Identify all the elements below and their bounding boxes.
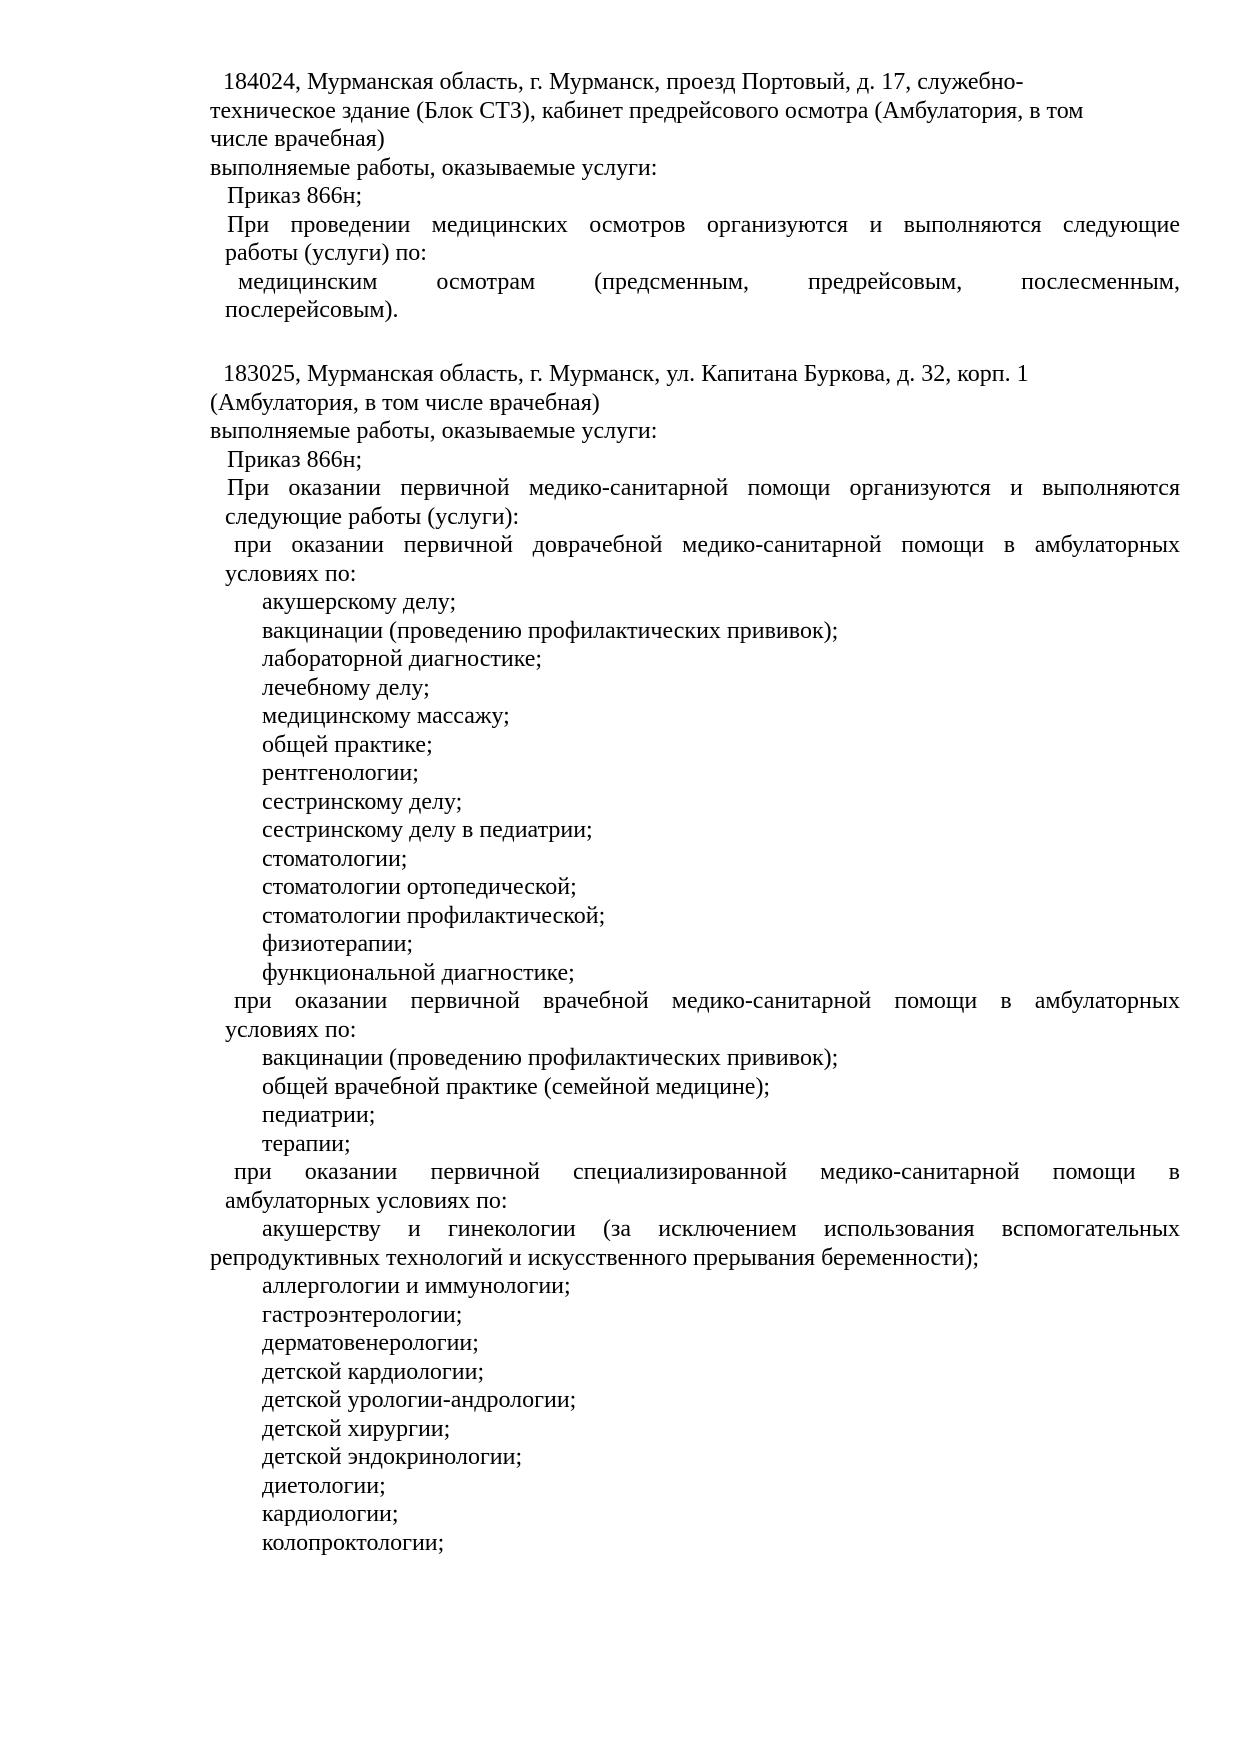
text-line: общей практике; [262, 731, 433, 758]
facility-184024 [210, 68, 1180, 325]
text-line: кардиологии; [262, 1501, 399, 1527]
text-line: детской урологии-андрологии; [262, 1387, 577, 1413]
text-line: детской эндокринологии; [262, 1444, 523, 1470]
text-line: акушерству и гинекологии (за исключением использования вспомогательных [262, 1216, 1180, 1242]
text-line: дерматовенерологии; [262, 1330, 479, 1356]
text-line: терапии; [262, 1130, 351, 1157]
text-line: стоматологии профилактической; [262, 902, 606, 929]
text-line: условиях по: [225, 560, 357, 587]
text-line: лабораторной диагностике; [262, 646, 543, 672]
text-line: условиях по: [225, 1016, 357, 1043]
text-line: следующие работы (услуги): [225, 503, 520, 530]
text-line: стоматологии; [262, 845, 408, 872]
text-line: акушерскому делу; [262, 589, 457, 615]
text-line: выполняемые работы, оказываемые услуги: [210, 418, 658, 444]
text-line: сестринскому делу; [262, 788, 463, 815]
text-line: (Амбулатория, в том числе врачебная) [210, 389, 600, 416]
text-line: сестринскому делу в педиатрии; [262, 817, 593, 843]
text-line: При проведении медицинских осмотров организуются и выполняются следующие [227, 211, 1180, 238]
text-line: медицинскому массажу; [262, 703, 510, 729]
text-line: вакцинации (проведению профилактических прививок); [262, 1045, 839, 1071]
text-line: детской кардиологии; [262, 1358, 485, 1385]
text-line: педиатрии; [262, 1102, 376, 1128]
license-works-services-text [210, 68, 1180, 1557]
facility-183025 [210, 360, 1180, 1557]
text-line: при оказании первичной врачебной медико-санитарной помощи в амбулаторных [234, 988, 1180, 1014]
text-line: стоматологии ортопедической; [262, 874, 577, 900]
text-line: выполняемые работы, оказываемые услуги: [210, 154, 658, 181]
text-line: общей врачебной практике (семейной медицине); [262, 1073, 771, 1100]
text-line: техническое здание (Блок СТЗ), кабинет предрейсового осмотра (Амбулатория, в том [210, 97, 1084, 124]
text-line: диетологии; [262, 1472, 386, 1499]
text-line: 183025, Мурманская область, г. Мурманск, ул. Капитана Буркова, д. 32, корп. 1 [223, 361, 1029, 387]
text-line: при оказании первичной доврачебной медико-санитарной помощи в амбулаторных [234, 532, 1180, 558]
text-line: работы (услуги) по: [225, 240, 427, 266]
text-line: колопроктологии; [262, 1529, 445, 1556]
text-line: детской хирургии; [262, 1415, 451, 1442]
text-line: аллергологии и иммунологии; [262, 1273, 571, 1299]
text-line: амбулаторных условиях по: [225, 1187, 508, 1214]
text-line: рентгенологии; [262, 760, 419, 786]
text-line: Приказ 866н; [227, 446, 363, 473]
text-line: медицинским осмотрам (предсменным, предрейсовым, послесменным, [238, 268, 1180, 295]
text-line: лечебному делу; [262, 674, 430, 701]
text-line: вакцинации (проведению профилактических прививок); [262, 617, 839, 644]
text-line: 184024, Мурманская область, г. Мурманск, проезд Портовый, д. 17, служебно- [223, 69, 1024, 95]
text-line: функциональной диагностике; [262, 959, 575, 986]
text-line: При оказании первичной медико-санитарной помощи организуются и выполняются [227, 475, 1180, 501]
text-line: послерейсовым). [225, 297, 399, 323]
text-line: Приказ 866н; [227, 183, 363, 209]
block-separator [210, 325, 1180, 361]
text-line: репродуктивных технологий и искусственного прерывания беременности); [210, 1244, 980, 1271]
text-line: физиотерапии; [262, 931, 414, 957]
text-line: при оказании первичной специализированной медико-санитарной помощи в [234, 1159, 1180, 1185]
text-line: гастроэнтерологии; [262, 1301, 463, 1328]
text-line: числе врачебная) [210, 126, 385, 152]
